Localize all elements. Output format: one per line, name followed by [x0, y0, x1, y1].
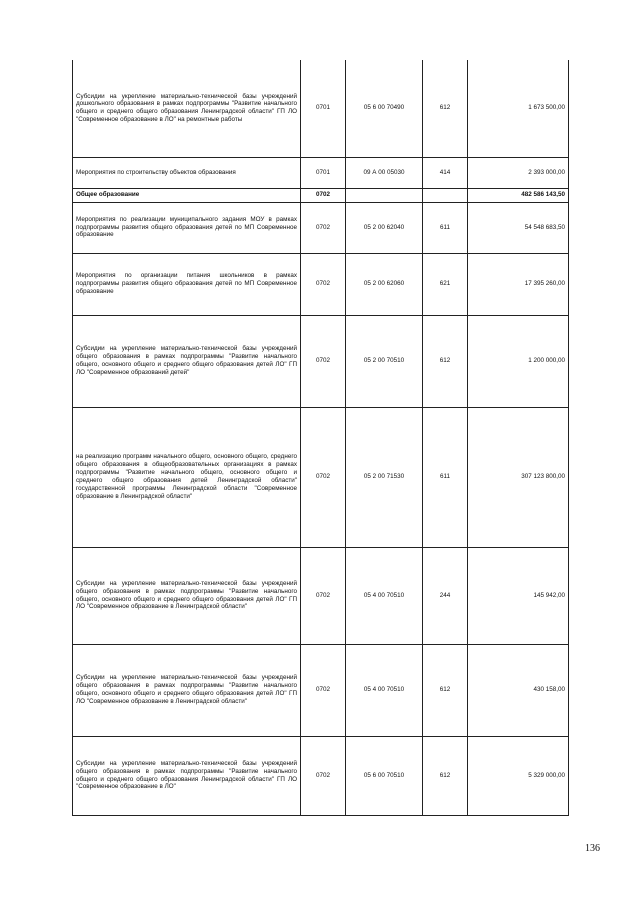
row-section-cell: 0702: [301, 407, 346, 547]
row-sum-cell: 482 586 143,50: [468, 188, 569, 202]
table-row: [73, 736, 569, 815]
page-number: 136: [585, 843, 600, 854]
row-type-cell: 611: [423, 202, 468, 253]
row-code-cell: [346, 188, 423, 202]
row-section-cell: 0701: [301, 60, 346, 157]
row-section-cell: 0702: [301, 253, 346, 315]
table-row: [73, 253, 569, 315]
row-code-cell: 05 2 00 70510: [346, 315, 423, 407]
row-sum-cell: 54 548 683,50: [468, 202, 569, 253]
row-sum-cell: 1 673 500,00: [468, 60, 569, 157]
row-name-cell: Субсидии на укрепление материально-технической базы учреждений общего образования в рамках подпрограммы "Развитие начального общего, основного общего и среднего общего образования детей ЛО" ГП ЛО "Современное образование в Ленинградской области": [73, 547, 301, 644]
row-type-cell: 612: [423, 60, 468, 157]
row-code-cell: 09 А 00 05030: [346, 157, 423, 188]
row-name-cell: Субсидии на укрепление материально-технической базы учреждений общего образования в рамках подпрограммы "Развитие начального общего, основного общего и среднего общего образования детей ЛО" ГП ЛО "Современное образований детей": [73, 315, 301, 407]
row-sum-cell: 430 158,00: [468, 644, 569, 736]
row-code-cell: 05 6 00 70510: [346, 736, 423, 815]
row-name-cell: Мероприятия по строительству объектов образования: [73, 157, 301, 188]
row-type-cell: 414: [423, 157, 468, 188]
row-code-cell: 05 2 00 62040: [346, 202, 423, 253]
row-section-cell: 0702: [301, 644, 346, 736]
table-row: [73, 157, 569, 188]
row-section-cell: 0701: [301, 157, 346, 188]
table-row: [73, 202, 569, 253]
row-sum-cell: 17 395 260,00: [468, 253, 569, 315]
row-section-cell: 0702: [301, 547, 346, 644]
row-code-cell: 05 4 00 70510: [346, 644, 423, 736]
row-name-cell: Субсидии на укрепление материально-технической базы учреждений дошкольного образования в рамках подпрограммы "Развитие начального общего и среднего общего образования Ленинградской области" ГП ЛО "Современное образование в ЛО" на ремонтные работы: [73, 60, 301, 157]
table-row: [73, 60, 569, 157]
row-name-cell: Общее образование: [73, 188, 301, 202]
row-code-cell: 05 6 00 70490: [346, 60, 423, 157]
row-sum-cell: 5 329 000,00: [468, 736, 569, 815]
row-name-cell: на реализацию программ начального общего, основного общего, среднего общего образования в общеобразовательных организациях в рамках подпрограммы "Развитие начального общего, основного общего и среднего общего образования детей Ленинградской области" государственной программы Ленинградской области "Современное образование в Ленинградской области": [73, 407, 301, 547]
row-code-cell: 05 4 00 70510: [346, 547, 423, 644]
row-section-cell: 0702: [301, 188, 346, 202]
row-type-cell: 611: [423, 407, 468, 547]
budget-table-body: [73, 60, 569, 815]
row-sum-cell: 145 942,00: [468, 547, 569, 644]
row-code-cell: 05 2 00 62060: [346, 253, 423, 315]
table-row: [73, 407, 569, 547]
row-section-cell: 0702: [301, 736, 346, 815]
row-sum-cell: 1 200 000,00: [468, 315, 569, 407]
row-section-cell: 0702: [301, 315, 346, 407]
row-sum-cell: 2 393 000,00: [468, 157, 569, 188]
row-type-cell: 612: [423, 736, 468, 815]
row-code-cell: 05 2 00 71530: [346, 407, 423, 547]
row-sum-cell: 307 123 800,00: [468, 407, 569, 547]
row-type-cell: 244: [423, 547, 468, 644]
table-row: [73, 547, 569, 644]
row-type-cell: 612: [423, 315, 468, 407]
row-name-cell: Мероприятия по реализации муниципального задания МОУ в рамках подпрограммы развития общего образования детей по МП Современное образование: [73, 202, 301, 253]
row-type-cell: 612: [423, 644, 468, 736]
row-name-cell: Субсидии на укрепление материально-технической базы учреждений общего образования в рамках подпрограммы "Развитие начального общего и среднего общего образования Ленинградской области" ГП ЛО "Современное образование в ЛО": [73, 736, 301, 815]
row-type-cell: [423, 188, 468, 202]
row-name-cell: Мероприятия по организации питания школьников в рамках подпрограммы развития общего образования детей по МП Современное образование: [73, 253, 301, 315]
table-row: [73, 315, 569, 407]
table-row-section-total: [73, 188, 569, 202]
table-row: [73, 644, 569, 736]
row-name-cell: Субсидии на укрепление материально-технической базы учреждений общего образования в рамках подпрограммы "Развитие начального общего, основного общего и среднего общего образования детей ЛО" ГП ЛО "Современное образование в Ленинградской области": [73, 644, 301, 736]
budget-table: [72, 60, 569, 816]
row-type-cell: 621: [423, 253, 468, 315]
row-section-cell: 0702: [301, 202, 346, 253]
